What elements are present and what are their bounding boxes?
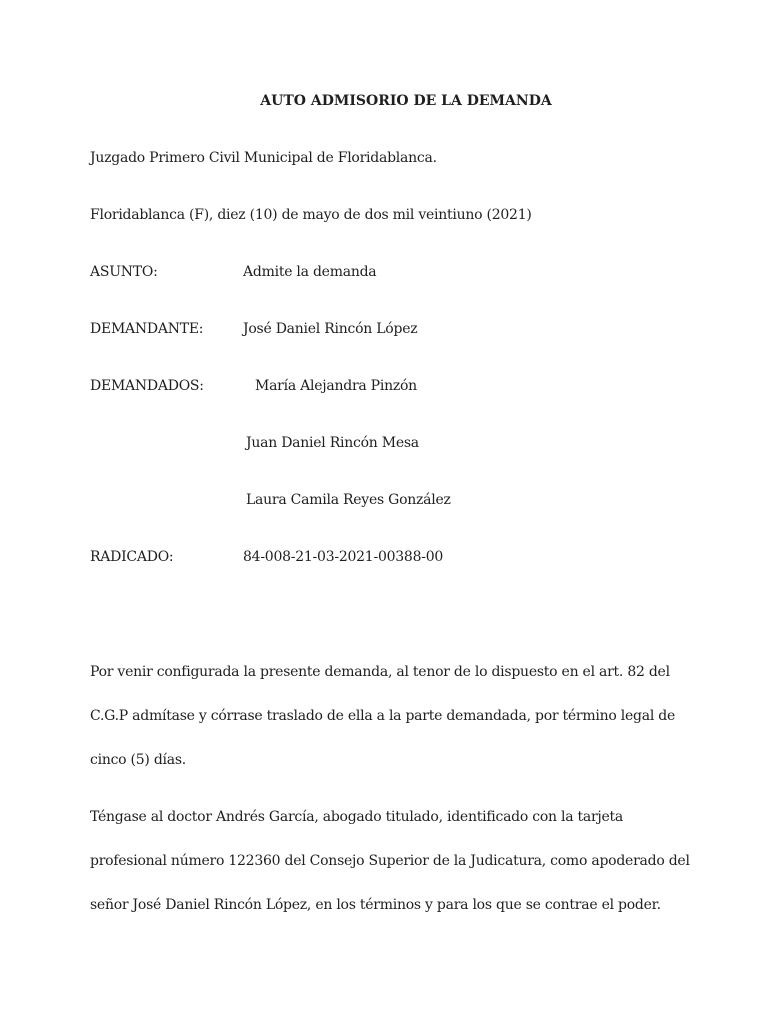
date-line: Floridablanca (F), diez (10) de mayo de dos mil veintiuno (2021) xyxy=(90,207,532,223)
demandante-value: José Daniel Rincón López xyxy=(243,321,418,337)
paragraph-line: C.G.P admítase y córrase traslado de ella a la parte demandada, por término legal de xyxy=(90,708,676,724)
demandado-item: Juan Daniel Rincón Mesa xyxy=(246,435,419,451)
demandante-label: DEMANDANTE: xyxy=(90,321,204,337)
paragraph-line: Téngase al doctor Andrés García, abogado titulado, identificado con la tarjeta xyxy=(90,809,624,825)
demandados-label: DEMANDADOS: xyxy=(90,378,204,394)
court-name: Juzgado Primero Civil Municipal de Floridablanca. xyxy=(90,150,437,166)
demandado-item: María Alejandra Pinzón xyxy=(255,378,417,394)
document-title: AUTO ADMISORIO DE LA DEMANDA xyxy=(260,93,552,109)
paragraph-line: profesional número 122360 del Consejo Superior de la Judicatura, como apoderado del xyxy=(90,853,690,869)
radicado-label: RADICADO: xyxy=(90,549,174,565)
radicado-value: 84-008-21-03-2021-00388-00 xyxy=(243,549,444,565)
paragraph-line: señor José Daniel Rincón López, en los términos y para los que se contrae el poder. xyxy=(90,897,661,913)
asunto-value: Admite la demanda xyxy=(243,264,377,280)
demandado-item: Laura Camila Reyes González xyxy=(246,492,451,508)
paragraph-line: Por venir configurada la presente demanda, al tenor de lo dispuesto en el art. 82 del xyxy=(90,664,670,680)
paragraph-line: cinco (5) días. xyxy=(90,752,187,768)
asunto-label: ASUNTO: xyxy=(90,264,158,280)
